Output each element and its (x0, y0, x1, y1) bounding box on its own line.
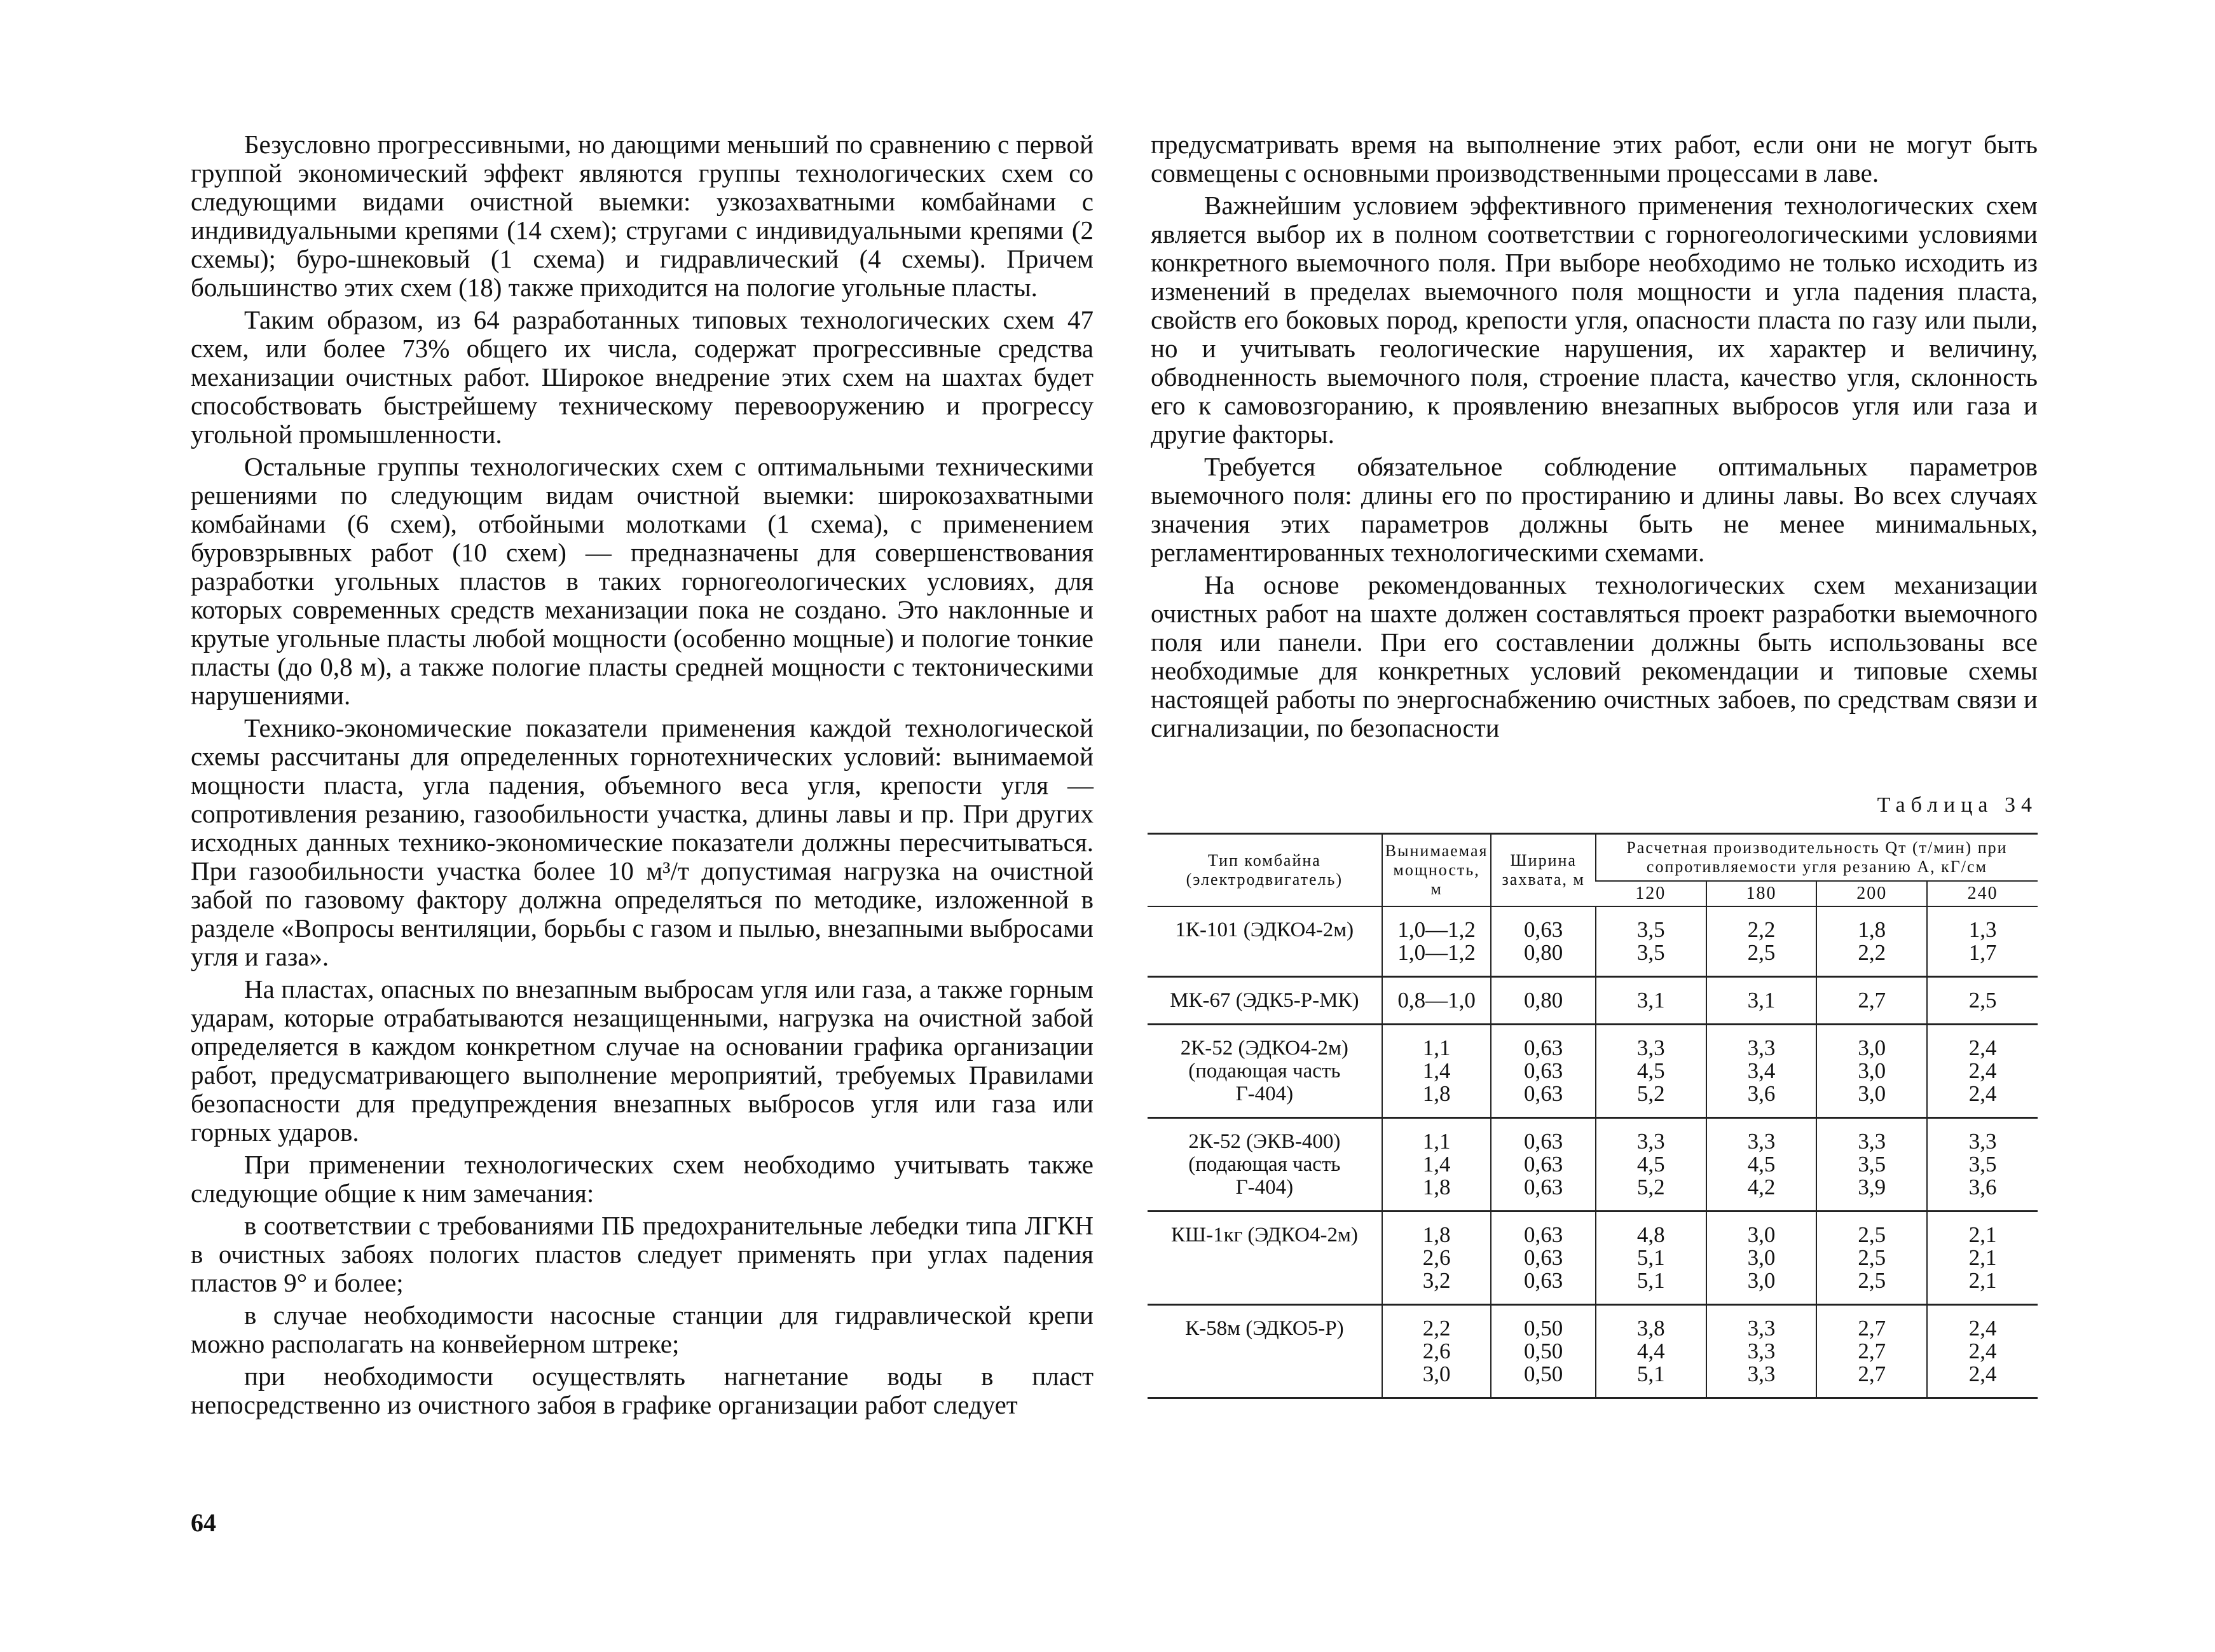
header-width: Ширина захвата, м (1491, 834, 1595, 907)
cell-value: 3,0 (1858, 1058, 1886, 1083)
thickness-cell (1382, 977, 1492, 1025)
cell-value: 3,0 (1858, 1035, 1886, 1060)
cell-value: 1,3 (1968, 917, 1997, 942)
cell-value: (подающая часть (1188, 1060, 1341, 1082)
width-cell (1491, 906, 1595, 977)
thickness-cell (1382, 1305, 1492, 1398)
cell-value: 2,2 (1422, 1316, 1451, 1341)
cell-value: 2,2 (1858, 940, 1886, 965)
cell-value: 2,4 (1968, 1362, 1997, 1386)
cell-value: 3,0 (1747, 1222, 1776, 1247)
cell-value: 2,7 (1858, 988, 1886, 1013)
cell-value: 4,2 (1747, 1175, 1776, 1199)
productivity-cell (1927, 1118, 2038, 1212)
header-resistance: 240 (1927, 881, 2038, 906)
cell-value: 3,0 (1858, 1081, 1886, 1106)
cell-value: 5,2 (1636, 1175, 1665, 1199)
right-column (1151, 130, 2038, 746)
paragraph: предусматривать время на выполнение этих работ, если они не могут быть совмещены с основными производственными процессами в лаве. (1151, 130, 2038, 188)
cell-value: 3,3 (1747, 1339, 1776, 1363)
cell-value: 0,8—1,0 (1397, 988, 1476, 1013)
table-row (1148, 977, 2038, 1025)
cell-value: 3,6 (1747, 1081, 1776, 1106)
cell-value: 0,63 (1524, 1245, 1563, 1270)
productivity-cell (1706, 1025, 1817, 1118)
cell-value: КШ-1кг (ЭДКО4-2м) (1170, 1224, 1358, 1246)
cell-value: 3,3 (1747, 1362, 1776, 1386)
cell-value: 5,1 (1636, 1362, 1665, 1386)
cell-value: 1,0—1,2 (1397, 940, 1476, 965)
cell-value: 2,4 (1968, 1081, 1997, 1106)
thickness-cell (1382, 906, 1492, 977)
model-cell (1148, 1025, 1382, 1118)
cell-value: 2,6 (1422, 1339, 1451, 1363)
productivity-cell (1596, 1118, 1706, 1212)
cell-value: 0,63 (1524, 1058, 1563, 1083)
cell-value: 2,4 (1968, 1035, 1997, 1060)
cell-value: 0,63 (1524, 1129, 1563, 1154)
cell-value: К-58м (ЭДКО5-Р) (1185, 1317, 1344, 1340)
cell-value: 1,8 (1422, 1081, 1451, 1106)
cell-value: 3,5 (1858, 1152, 1886, 1177)
cell-value: 3,3 (1636, 1035, 1665, 1060)
header-thickness: Вынимаемая мощность, м (1382, 834, 1492, 907)
paragraph: Таким образом, из 64 разработанных типовых технологических схем 47 схем, или более 73% общего их числа, содержат прогрессивные средства механизации очистных работ. Широкое внедрение этих схем на шахтах будет способствовать быстрейшему техническому перевооружению и прогрессу угольной промышленности. (191, 305, 1094, 449)
model-cell (1148, 977, 1382, 1025)
header-resistance: 180 (1706, 881, 1817, 906)
cell-value: 2,7 (1858, 1362, 1886, 1386)
cell-value: 2,1 (1968, 1268, 1997, 1293)
productivity-cell (1596, 1025, 1706, 1118)
header-productivity: Расчетная производительность Qт (т/мин) при сопротивляемости угля резанию A, кГ/см (1596, 834, 2038, 882)
cell-value: Г-404) (1235, 1082, 1294, 1105)
productivity-cell (1706, 977, 1817, 1025)
productivity-cell (1927, 1212, 2038, 1305)
cell-value: 0,80 (1524, 940, 1563, 965)
cell-value: 1,8 (1422, 1175, 1451, 1199)
cell-value: 2,1 (1968, 1245, 1997, 1270)
table-row (1148, 1025, 2038, 1118)
cell-value: 3,0 (1422, 1362, 1451, 1386)
paragraph: Остальные группы технологических схем с оптимальными техническими решениями по следующим видам очистной выемки: широкозахватными комбайнами (6 схем), отбойными молотками (1 схема), с применением буровзрывных работ (10 схем) — предназначены для совершенствования разработки угольных пластов в таких горногеологических условиях, для которых современных средств механизации пока не создано. Это наклонные и крутые угольные пласты любой мощности (особенно мощные) и пологие тонкие пласты (до 0,8 м), а также пологие пласты средней мощности с тектоническими нарушениями. (191, 452, 1094, 710)
cell-value: 2,4 (1968, 1316, 1997, 1341)
cell-value: 3,3 (1747, 1316, 1776, 1341)
table-row (1148, 1305, 2038, 1398)
paragraph: в соответствии с требованиями ПБ предохранительные лебедки типа ЛГКН в очистных забоях пологих пластов следует применять при углах падения пластов 9° и более; (191, 1211, 1094, 1297)
productivity-cell (1816, 977, 1927, 1025)
productivity-cell (1706, 1212, 1817, 1305)
header-resistance: 200 (1816, 881, 1927, 906)
productivity-cell (1596, 1305, 1706, 1398)
cell-value: 4,4 (1636, 1339, 1665, 1363)
productivity-cell (1706, 906, 1817, 977)
cell-value: 4,5 (1636, 1058, 1665, 1083)
model-cell (1148, 1305, 1382, 1398)
cell-value: Г-404) (1235, 1176, 1294, 1199)
cell-value: 3,0 (1747, 1245, 1776, 1270)
width-cell (1491, 1305, 1595, 1398)
cell-value: 0,63 (1524, 1268, 1563, 1293)
productivity-cell (1816, 1118, 1927, 1212)
paragraph: в случае необходимости насосные станции для гидравлической крепи можно располагать на конвейерном штреке; (191, 1300, 1094, 1358)
cell-value: 2,7 (1858, 1316, 1886, 1341)
productivity-cell (1706, 1305, 1817, 1398)
paragraph: при необходимости осуществлять нагнетание воды в пласт непосредственно из очистного забоя в графике организации работ следует (191, 1362, 1094, 1419)
width-cell (1491, 1212, 1595, 1305)
left-column (191, 130, 1094, 1423)
cell-value: 2К-52 (ЭДКО4-2м) (1180, 1037, 1348, 1060)
cell-value: 1,8 (1422, 1222, 1451, 1247)
productivity-cell (1927, 1305, 2038, 1398)
model-cell (1148, 906, 1382, 977)
cell-value: 2,7 (1858, 1339, 1886, 1363)
paragraph: Безусловно прогрессивными, но дающими меньший по сравнению с первой группой экономический эффект являются группы технологических схем со следующими видами очистной выемки: узкозахватными комбайнами с индивидуальными крепями (14 схем); стругами с индивидуальными крепями (2 схемы); буро-шнековый (1 схема) и гидравлический (4 схемы). Причем большинство этих схем (18) также приходится на пологие угольные пласты. (191, 130, 1094, 302)
cell-value: 3,9 (1858, 1175, 1886, 1199)
cell-value: 2,2 (1747, 917, 1776, 942)
table-row (1148, 1118, 2038, 1212)
paragraph: На пластах, опасных по внезапным выбросам угля или газа, а также горным ударам, которые отрабатываются незащищенными, нагрузка на очистной забой определяется в каждом конкретном случае на основании графика организации работ, предусматривающего выполнение мероприятий, требуемых Правилами безопасности для предупреждения внезапных выбросов угля или газа или горных ударов. (191, 974, 1094, 1147)
cell-value: 1,8 (1858, 917, 1886, 942)
thickness-cell (1382, 1212, 1492, 1305)
cell-value: 1,7 (1968, 940, 1997, 965)
paragraph: Требуется обязательное соблюдение оптимальных параметров выемочного поля: длины его по простиранию и длины лавы. Во всех случаях значения этих параметров должны быть не менее минимальных, регламентированных технологическими схемами. (1151, 452, 2038, 567)
cell-value: 4,5 (1636, 1152, 1665, 1177)
cell-value: 1,1 (1422, 1035, 1451, 1060)
paragraph: Важнейшим условием эффективного применения технологических схем является выбор их в полном соответствии с горногеологическими условиями конкретного выемочного поля. При выборе необходимо не только исходить из изменений в пределах выемочного поля мощности и угла падения пласта, свойств его боковых пород, крепости угля, опасности пласта по газу или пыли, но и учитывать геологические нарушения, их характер и величину, обводненность выемочного поля, строение пласта, качество угля, склонность его к самовозгоранию, к проявлению внезапных выбросов угля или газа и другие факторы. (1151, 191, 2038, 449)
cell-value: 0,63 (1524, 1152, 1563, 1177)
header-type: Тип комбайна (электродвигатель) (1148, 834, 1382, 907)
productivity-cell (1596, 906, 1706, 977)
cell-value: 2,4 (1968, 1058, 1997, 1083)
productivity-cell (1927, 906, 2038, 977)
cell-value: 0,63 (1524, 1222, 1563, 1247)
cell-value: 3,3 (1636, 1129, 1665, 1154)
cell-value: 1,4 (1422, 1152, 1451, 1177)
cell-value: 3,5 (1636, 940, 1665, 965)
model-cell (1148, 1212, 1382, 1305)
productivity-cell (1816, 1212, 1927, 1305)
cell-value: 0,50 (1524, 1362, 1563, 1386)
cell-value: (подающая часть (1188, 1153, 1341, 1176)
cell-value: 3,5 (1968, 1152, 1997, 1177)
cell-value: 5,1 (1636, 1268, 1665, 1293)
width-cell (1491, 977, 1595, 1025)
cell-value: 3,0 (1747, 1268, 1776, 1293)
paragraph: При применении технологических схем необходимо учитывать также следующие общие к ним замечания: (191, 1150, 1094, 1208)
cell-value: 2К-52 (ЭКВ-400) (1188, 1130, 1341, 1153)
width-cell (1491, 1025, 1595, 1118)
cell-value: 3,1 (1747, 988, 1776, 1013)
cell-value: 2,5 (1747, 940, 1776, 965)
table-caption: Таблица 34 (1877, 793, 2038, 817)
model-cell (1148, 1118, 1382, 1212)
cell-value: 3,3 (1968, 1129, 1997, 1154)
cell-value: 2,5 (1858, 1268, 1886, 1293)
cell-value: 3,4 (1747, 1058, 1776, 1083)
cell-value: 3,6 (1968, 1175, 1997, 1199)
cell-value: 4,5 (1747, 1152, 1776, 1177)
productivity-cell (1596, 977, 1706, 1025)
cell-value: 2,5 (1858, 1222, 1886, 1247)
cell-value: 0,63 (1524, 1081, 1563, 1106)
cell-value: 2,1 (1968, 1222, 1997, 1247)
paragraph: Технико-экономические показатели применения каждой технологической схемы рассчитаны для определенных горнотехнических условий: вынимаемой мощности пласта, угла падения, объемного веса угля, крепости угля — сопротивления резанию, газообильности участка, длины лавы и пр. При других исходных данных технико-экономические показатели должны пересчитываться. При газообильности участка более 10 м³/т допустимая нагрузка на очистной забой по газовому фактору должна определяться по методике, изложенной в разделе «Вопросы вентиляции, борьбы с газом и пылью, внезапными выбросами угля и газа». (191, 713, 1094, 971)
productivity-cell (1927, 1025, 2038, 1118)
cell-value: 1,1 (1422, 1129, 1451, 1154)
cell-value: 3,5 (1636, 917, 1665, 942)
cell-value: 0,50 (1524, 1316, 1563, 1341)
cell-value: 0,63 (1524, 1035, 1563, 1060)
thickness-cell (1382, 1118, 1492, 1212)
productivity-cell (1596, 1212, 1706, 1305)
cell-value: 0,63 (1524, 1175, 1563, 1199)
cell-value: 2,4 (1968, 1339, 1997, 1363)
cell-value: 0,80 (1524, 988, 1563, 1013)
header-resistance: 120 (1596, 881, 1706, 906)
cell-value: 3,3 (1747, 1129, 1776, 1154)
cell-value: 3,8 (1636, 1316, 1665, 1341)
cell-value: 1,4 (1422, 1058, 1451, 1083)
productivity-cell (1706, 1118, 1817, 1212)
table-row (1148, 1212, 2038, 1305)
productivity-cell (1816, 1025, 1927, 1118)
cell-value: МК-67 (ЭДК5-Р-МК) (1170, 989, 1359, 1012)
cell-value: 1К-101 (ЭДКО4-2м) (1175, 918, 1354, 941)
cell-value: 5,2 (1636, 1081, 1665, 1106)
paragraph: На основе рекомендованных технологических схем механизации очистных работ на шахте должен составляться проект разработки выемочного поля или панели. При его составлении должны быть использованы все необходимые для конкретных условий рекомендации и типовые схемы настоящей работы по энергоснабжению очистных забоев, по средствам связи и сигнализации, по безопасности (1151, 570, 2038, 742)
width-cell (1491, 1118, 1595, 1212)
thickness-cell (1382, 1025, 1492, 1118)
cell-value: 4,8 (1636, 1222, 1665, 1247)
cell-value: 2,5 (1858, 1245, 1886, 1270)
cell-value: 3,3 (1858, 1129, 1886, 1154)
cell-value: 3,3 (1747, 1035, 1776, 1060)
page-number: 64 (191, 1508, 216, 1537)
productivity-cell (1816, 1305, 1927, 1398)
productivity-table (1148, 833, 2038, 1399)
productivity-cell (1816, 906, 1927, 977)
cell-value: 3,2 (1422, 1268, 1451, 1293)
cell-value: 3,1 (1636, 988, 1665, 1013)
cell-value: 0,50 (1524, 1339, 1563, 1363)
cell-value: 2,6 (1422, 1245, 1451, 1270)
cell-value: 5,1 (1636, 1245, 1665, 1270)
cell-value: 0,63 (1524, 917, 1563, 942)
cell-value: 2,5 (1968, 988, 1997, 1013)
cell-value: 1,0—1,2 (1397, 917, 1476, 942)
table-row (1148, 906, 2038, 977)
productivity-cell (1927, 977, 2038, 1025)
